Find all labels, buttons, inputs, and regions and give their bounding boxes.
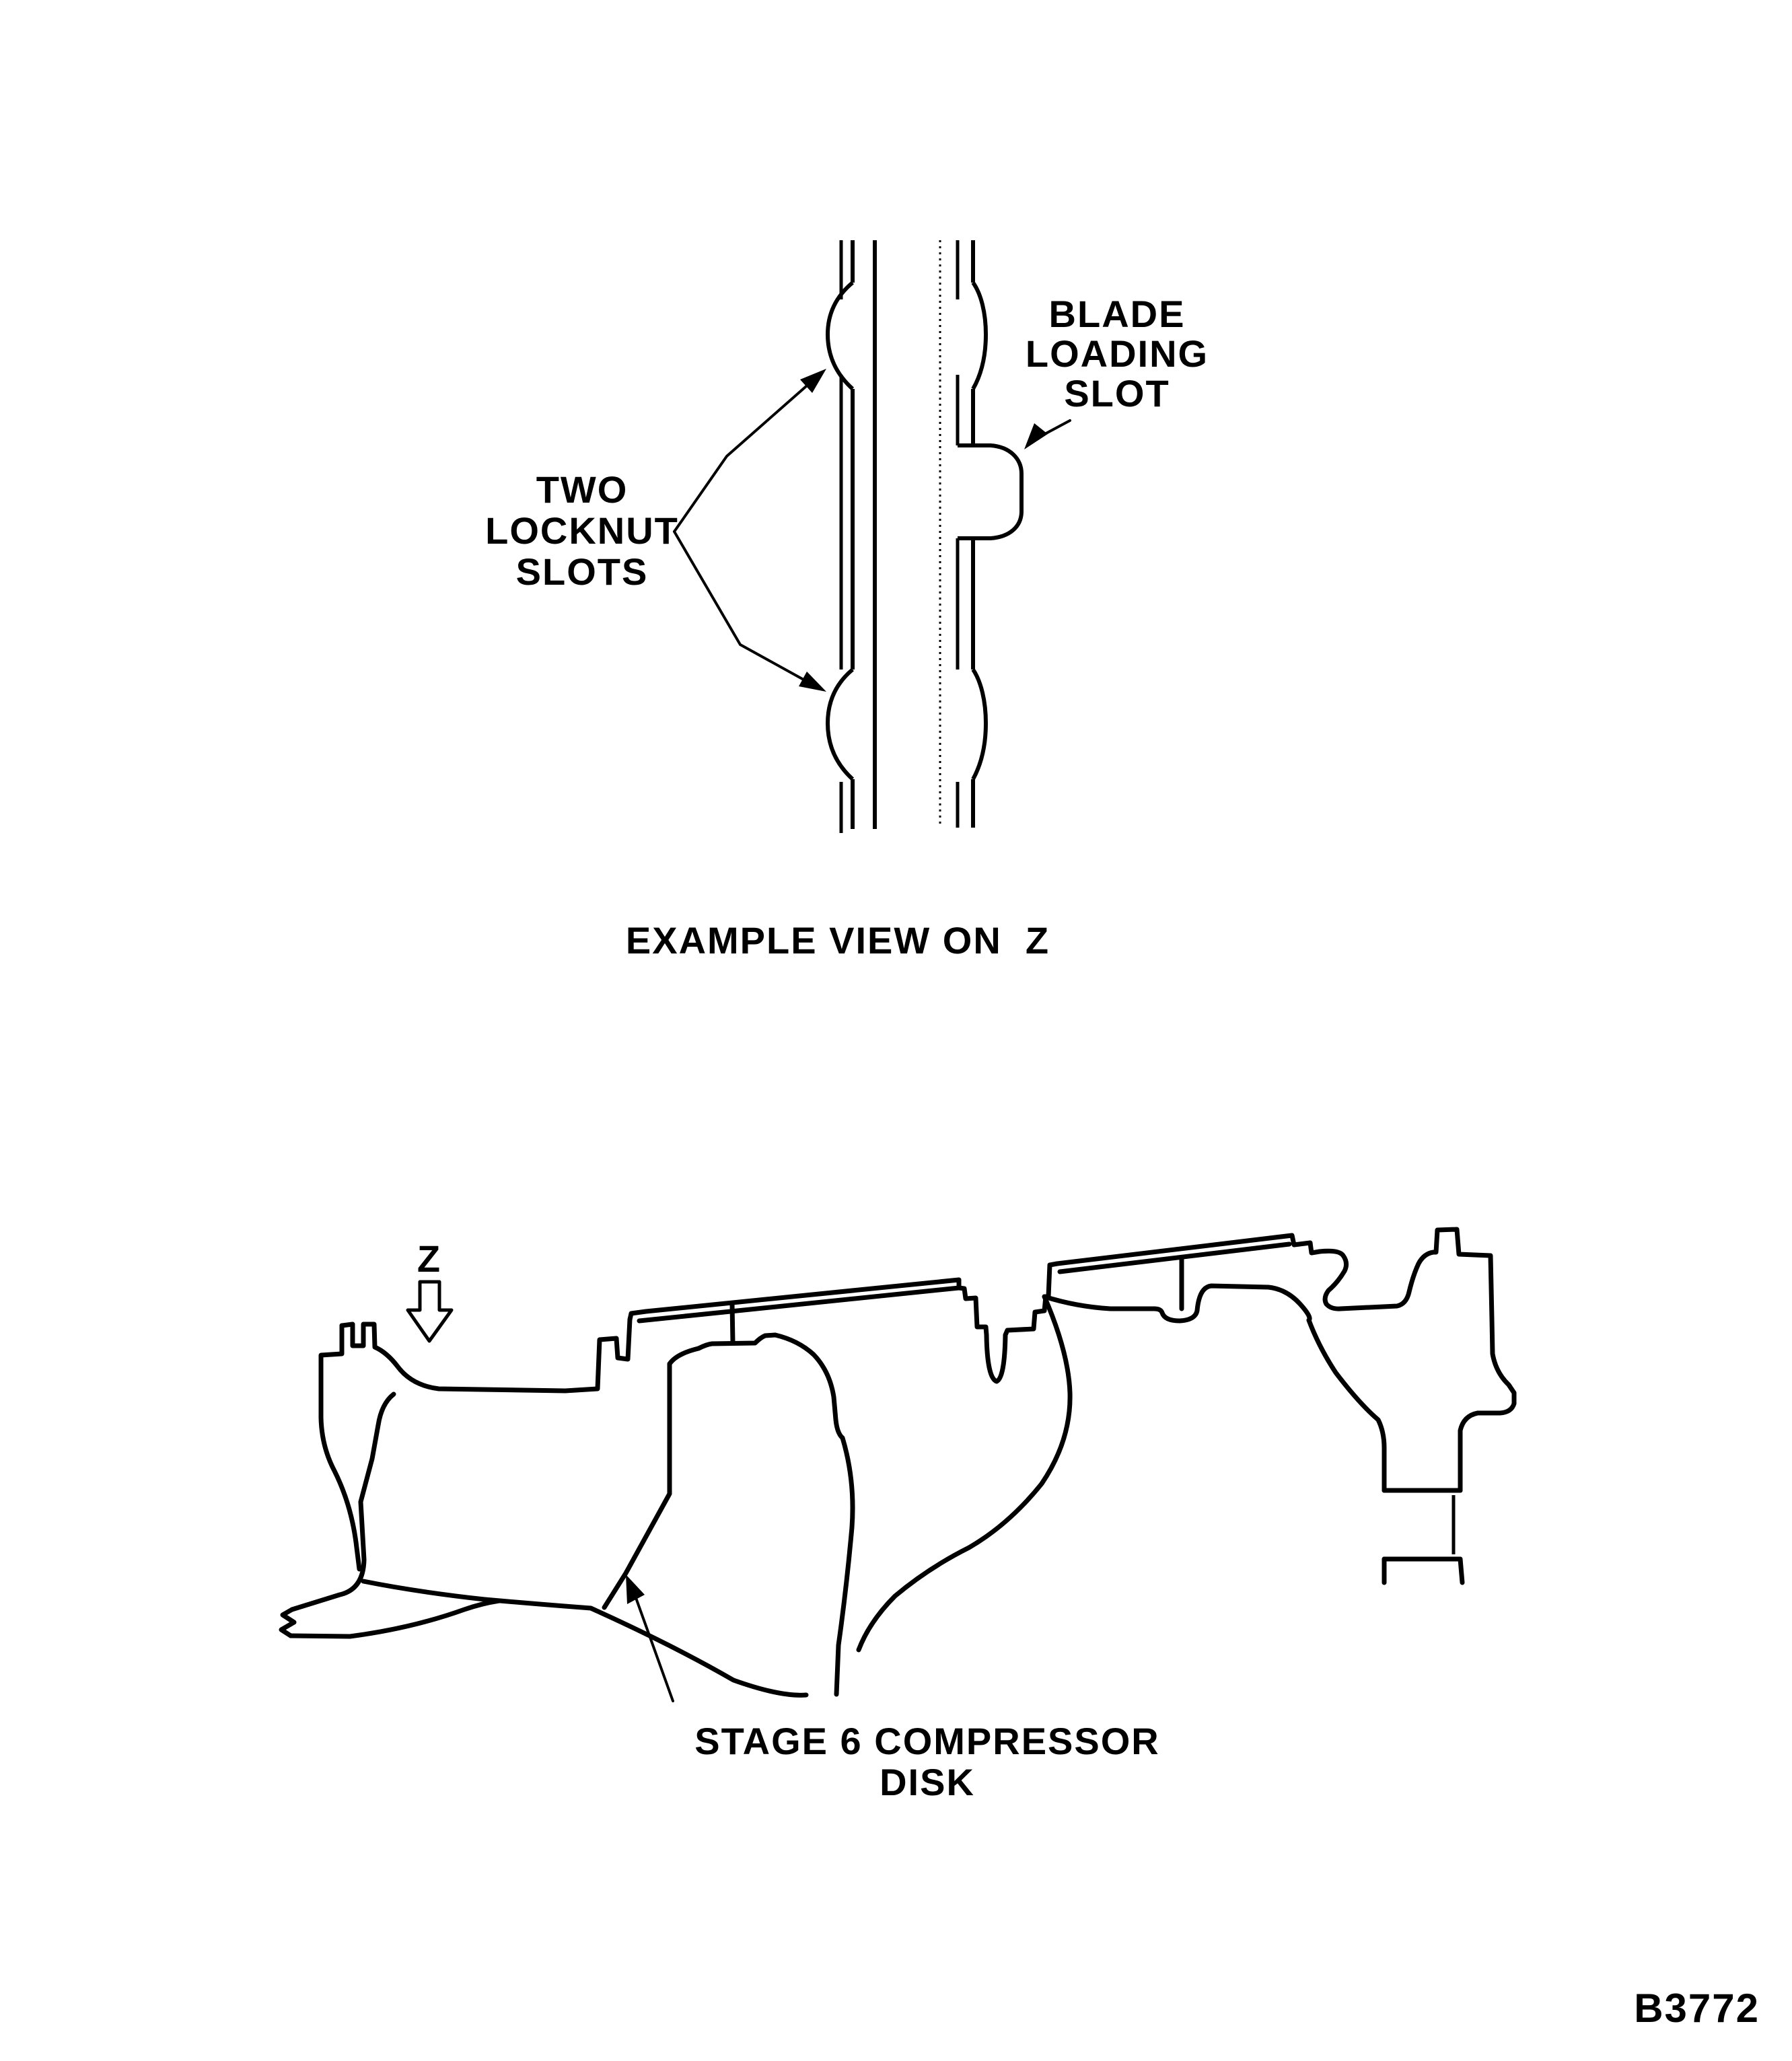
stage6-web-front-edge: [604, 1364, 670, 1607]
stage6-web-rear-edge: [836, 1438, 853, 1694]
z-view-marker: Z: [417, 1237, 442, 1280]
stage6-left-shoulder: [670, 1348, 698, 1364]
middle-rim-underside: [1044, 1286, 1310, 1321]
right-disk-pocket-and-crown: [1320, 1229, 1514, 1490]
stage6-slot-divider: [732, 1304, 733, 1343]
top-figure-caption: EXAMPLE VIEW ON Z: [625, 919, 1050, 962]
stage6-label-line2: DISK: [880, 1761, 975, 1803]
blade-label-line2: LOADING: [1025, 332, 1209, 375]
blade-slot-callout: [1024, 293, 1209, 449]
locknut-label-line1: TWO: [536, 468, 629, 511]
locknut-leader-upper: [674, 377, 817, 532]
locknut-label-line3: SLOTS: [515, 550, 649, 593]
locknut-callout: [485, 369, 826, 692]
blade-slot-arrowhead: [1024, 423, 1048, 449]
stage6-rim-underside: [698, 1335, 843, 1438]
left-wall-lines: [828, 240, 875, 833]
front-arm-upper: [292, 1394, 394, 1610]
right-disk-stem-rear: [1460, 1559, 1462, 1583]
stage6-blade-platform-underside: [639, 1288, 959, 1321]
middle-blade-platform-top: [1057, 1235, 1320, 1264]
top-figure-shaft-section: [485, 240, 1209, 962]
middle-disk-rear-flank: [1309, 1320, 1384, 1490]
middle-disk-front-flank: [859, 1297, 1070, 1650]
figure-reference-number: B3772: [1634, 1986, 1760, 2031]
blade-loading-slot-bump: [958, 445, 1022, 538]
right-wall-upper-locknut-bulge: [973, 283, 986, 389]
interdisk-saddle: [959, 1264, 1057, 1381]
stage6-web-sweep: [363, 1581, 806, 1695]
stage6-blade-platform-top: [630, 1280, 959, 1319]
stage6-front-ring: [321, 1326, 359, 1569]
locknut-label-line2: LOCKNUT: [485, 509, 679, 552]
stage6-seal-teeth-and-cove: [342, 1319, 630, 1391]
z-view-arrow-icon: [408, 1282, 452, 1341]
bottom-figure-disk-section: [281, 1229, 1514, 1803]
front-arm-lower: [291, 1601, 499, 1636]
left-wall-lower-locknut-bulge: [828, 670, 853, 779]
left-wall-upper-locknut-bulge: [828, 283, 853, 389]
right-wall-lines: [940, 240, 1022, 828]
stage6-arrowhead: [626, 1575, 645, 1604]
blade-label-line1: BLADE: [1048, 293, 1186, 335]
stage6-leader: [635, 1596, 673, 1701]
torn-edge-break: [281, 1610, 294, 1636]
stage6-callout: [626, 1575, 1160, 1803]
locknut-arrowhead-lower: [799, 672, 826, 692]
blade-label-line3: SLOT: [1064, 372, 1170, 414]
locknut-leader-lower: [674, 532, 817, 687]
right-wall-lower-locknut-bulge: [973, 670, 986, 779]
spacer-box: [1384, 1490, 1460, 1559]
stage6-label-line1: STAGE 6 COMPRESSOR: [694, 1720, 1160, 1762]
